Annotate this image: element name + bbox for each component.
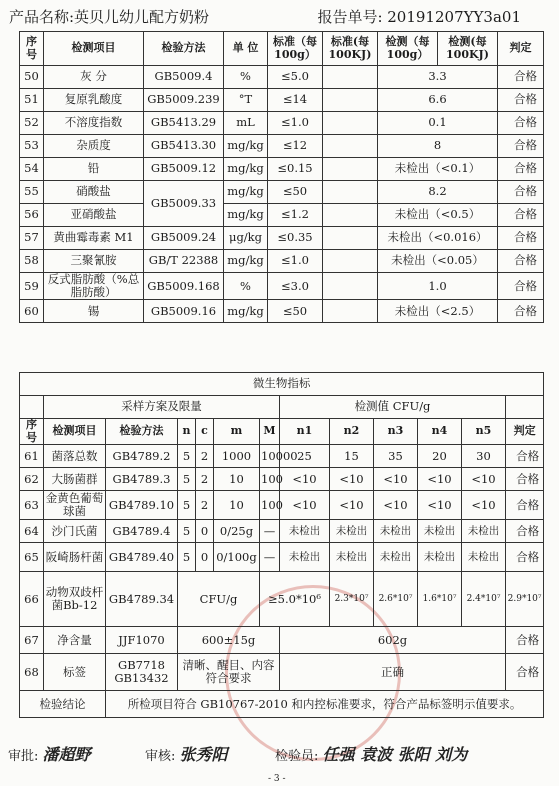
judgement: 合格 bbox=[506, 445, 544, 468]
micro-title: 微生物指标 bbox=[20, 373, 544, 396]
row-number: 57 bbox=[20, 227, 44, 250]
standard-per-100kj bbox=[323, 135, 378, 158]
col-header: n1 bbox=[280, 419, 330, 445]
unit: mg/kg bbox=[224, 181, 268, 204]
approve-label: 审批: bbox=[8, 749, 39, 764]
standard-per-100kj bbox=[323, 181, 378, 204]
test-item: 不溶度指数 bbox=[44, 112, 144, 135]
col-header: 检测（每100g） bbox=[378, 32, 438, 66]
col-header: 检测项目 bbox=[44, 32, 144, 66]
cell-item: 净含量 bbox=[44, 627, 106, 654]
row-number: 50 bbox=[20, 66, 44, 89]
judgement: 合格 bbox=[498, 250, 544, 273]
page-number: - 3 - bbox=[268, 774, 286, 784]
test-item: 硝酸盐 bbox=[44, 181, 144, 204]
cell-v1: <10 bbox=[280, 491, 330, 520]
judgement: 合格 bbox=[498, 112, 544, 135]
judgement: 合格 bbox=[498, 135, 544, 158]
judgement: 合格 bbox=[506, 654, 544, 691]
table-row bbox=[20, 627, 544, 654]
test-item: 亚硝酸盐 bbox=[44, 204, 144, 227]
table-row bbox=[20, 300, 544, 323]
table-row bbox=[20, 112, 544, 135]
cell-method: GB4789.4 bbox=[106, 520, 178, 543]
test-method: GB5009.239 bbox=[144, 89, 224, 112]
cell-c: 0 bbox=[196, 520, 214, 543]
cell-m: — bbox=[260, 520, 280, 543]
result-value: 未检出（<0.1） bbox=[378, 158, 498, 181]
standard-per-100kj bbox=[323, 158, 378, 181]
inspector-block bbox=[275, 742, 467, 765]
unit: mg/kg bbox=[224, 135, 268, 158]
test-method: GB5009.16 bbox=[144, 300, 224, 323]
cell-v1: 未检出 bbox=[280, 543, 330, 572]
unit: mg/kg bbox=[224, 250, 268, 273]
cell-n: 5 bbox=[178, 520, 196, 543]
cell-m: 100 bbox=[260, 468, 280, 491]
table-row bbox=[20, 250, 544, 273]
table-row bbox=[20, 491, 544, 520]
test-method: GB5009.12 bbox=[144, 158, 224, 181]
standard-per-100g: ≤50 bbox=[268, 300, 323, 323]
cell-v5: 未检出 bbox=[462, 520, 506, 543]
standard-per-100g: ≤1.2 bbox=[268, 204, 323, 227]
table-row bbox=[20, 572, 544, 627]
cell-method: GB7718 GB13432 bbox=[106, 654, 178, 691]
cell-value: 602g bbox=[280, 627, 506, 654]
col-header: M bbox=[260, 419, 280, 445]
col-header: c bbox=[196, 419, 214, 445]
result-value: 3.3 bbox=[378, 66, 498, 89]
cell-item: 金黄色葡萄球菌 bbox=[44, 491, 106, 520]
standard-per-100kj bbox=[323, 89, 378, 112]
col-header: 判定 bbox=[506, 419, 544, 445]
cell-no: 67 bbox=[20, 627, 44, 654]
cell-v1: 2.3*10⁷ bbox=[330, 572, 374, 627]
test-method: GB5009.168 bbox=[144, 273, 224, 300]
cell-m: — bbox=[260, 543, 280, 572]
col-header: 序号 bbox=[20, 419, 44, 445]
row-number: 59 bbox=[20, 273, 44, 300]
standard-per-100kj bbox=[323, 204, 378, 227]
conclusion-text: 所检项目符合 GB10767-2010 和内控标准要求，符合产品标签明示值要求。 bbox=[106, 691, 544, 718]
blank-cell bbox=[506, 396, 544, 419]
table-row bbox=[20, 66, 544, 89]
judgement: 合格 bbox=[506, 491, 544, 520]
col-header: 判定 bbox=[498, 32, 544, 66]
result-value: 8.2 bbox=[378, 181, 498, 204]
cell-n: 5 bbox=[178, 468, 196, 491]
cell-item: 菌落总数 bbox=[44, 445, 106, 468]
result-value: 未检出（<2.5） bbox=[378, 300, 498, 323]
cell-m: 10000 bbox=[260, 445, 280, 468]
col-header: 单 位 bbox=[224, 32, 268, 66]
result-value: 0.1 bbox=[378, 112, 498, 135]
cell-no: 66 bbox=[20, 572, 44, 627]
row-number: 58 bbox=[20, 250, 44, 273]
row-number: 60 bbox=[20, 300, 44, 323]
test-method: GB5009.24 bbox=[144, 227, 224, 250]
cell-v3: 35 bbox=[374, 445, 418, 468]
test-item: 反式脂肪酸（%总脂肪酸） bbox=[44, 273, 144, 300]
cell-v5: 30 bbox=[462, 445, 506, 468]
test-item: 黄曲霉毒素 M1 bbox=[44, 227, 144, 250]
standard-per-100g: ≤1.0 bbox=[268, 250, 323, 273]
row-number: 54 bbox=[20, 158, 44, 181]
judgement: 合格 bbox=[498, 181, 544, 204]
cell-m: 10 bbox=[214, 468, 260, 491]
col-header: 序号 bbox=[20, 32, 44, 66]
table-row bbox=[20, 135, 544, 158]
table-row bbox=[20, 520, 544, 543]
standard-per-100g: ≤50 bbox=[268, 181, 323, 204]
col-header: 标准(每100KJ) bbox=[323, 32, 378, 66]
cell-method: JJF1070 bbox=[106, 627, 178, 654]
row-number: 51 bbox=[20, 89, 44, 112]
col-header: 检测项目 bbox=[44, 419, 106, 445]
cell-v4: 2.4*10⁷ bbox=[462, 572, 506, 627]
judgement: 合格 bbox=[506, 520, 544, 543]
cell-method: GB4789.3 bbox=[106, 468, 178, 491]
col-header: n4 bbox=[418, 419, 462, 445]
test-item: 三聚氰胺 bbox=[44, 250, 144, 273]
judgement: 合格 bbox=[498, 89, 544, 112]
col-header: n5 bbox=[462, 419, 506, 445]
unit: mg/kg bbox=[224, 300, 268, 323]
table-row bbox=[20, 654, 544, 691]
cell-value: 正确 bbox=[280, 654, 506, 691]
cell-no: 62 bbox=[20, 468, 44, 491]
cell-v3: 未检出 bbox=[374, 543, 418, 572]
table-header-row bbox=[20, 32, 544, 66]
report-number: 报告单号: 20191207YY3a01 bbox=[317, 8, 521, 26]
result-value: 8 bbox=[378, 135, 498, 158]
table-row bbox=[20, 273, 544, 300]
cell-method: GB4789.2 bbox=[106, 445, 178, 468]
cell-c: 0 bbox=[196, 543, 214, 572]
cell-unit: CFU/g bbox=[178, 572, 260, 627]
col-header: 检验方法 bbox=[144, 32, 224, 66]
table-header-row bbox=[20, 419, 544, 445]
col-header: n bbox=[178, 419, 196, 445]
cell-no: 63 bbox=[20, 491, 44, 520]
standard-per-100g: ≤1.0 bbox=[268, 112, 323, 135]
test-item: 灰 分 bbox=[44, 66, 144, 89]
unit: μg/kg bbox=[224, 227, 268, 250]
approve-signature: 潘超野 bbox=[42, 745, 91, 764]
col-header: 标准（每100g） bbox=[268, 32, 323, 66]
test-method: GB5413.29 bbox=[144, 112, 224, 135]
result-value: 未检出（<0.5） bbox=[378, 204, 498, 227]
cell-item: 标签 bbox=[44, 654, 106, 691]
cell-v5: <10 bbox=[462, 491, 506, 520]
judgement: 合格 bbox=[498, 204, 544, 227]
standard-per-100g: ≤5.0 bbox=[268, 66, 323, 89]
blank-cell bbox=[20, 396, 44, 419]
cell-std: 600±15g bbox=[178, 627, 280, 654]
table-row bbox=[20, 89, 544, 112]
standard-per-100g: ≤12 bbox=[268, 135, 323, 158]
cell-v4: <10 bbox=[418, 468, 462, 491]
cell-v4: 未检出 bbox=[418, 543, 462, 572]
cell-v2: 15 bbox=[330, 445, 374, 468]
table-title-row bbox=[20, 373, 544, 396]
microbiology-table bbox=[19, 372, 544, 718]
plan-header: 采样方案及限量 bbox=[44, 396, 280, 419]
judgement: 合格 bbox=[506, 627, 544, 654]
cell-v1: 25 bbox=[280, 445, 330, 468]
row-number: 53 bbox=[20, 135, 44, 158]
standard-per-100kj bbox=[323, 112, 378, 135]
cell-v1: 未检出 bbox=[280, 520, 330, 543]
cell-m: 100 bbox=[260, 491, 280, 520]
inspector-label: 检验员: bbox=[275, 749, 319, 764]
test-method: GB5009.4 bbox=[144, 66, 224, 89]
cell-c: 2 bbox=[196, 468, 214, 491]
cell-v2: <10 bbox=[330, 468, 374, 491]
cell-v3: <10 bbox=[374, 491, 418, 520]
judgement: 合格 bbox=[498, 227, 544, 250]
cell-n: 5 bbox=[178, 445, 196, 468]
cell-no: 68 bbox=[20, 654, 44, 691]
unit: mg/kg bbox=[224, 158, 268, 181]
review-signature: 张秀阳 bbox=[179, 745, 228, 764]
table-row bbox=[20, 227, 544, 250]
standard-per-100g: ≤0.15 bbox=[268, 158, 323, 181]
judgement: 合格 bbox=[498, 158, 544, 181]
result-value: 未检出（<0.016） bbox=[378, 227, 498, 250]
cell-v4: 未检出 bbox=[418, 520, 462, 543]
unit: mL bbox=[224, 112, 268, 135]
cell-v5: <10 bbox=[462, 468, 506, 491]
review-label: 审核: bbox=[145, 749, 176, 764]
judgement: 合格 bbox=[506, 543, 544, 572]
test-method: GB5413.30 bbox=[144, 135, 224, 158]
cell-std: ≥5.0*10⁶ bbox=[260, 572, 330, 627]
cell-n: 5 bbox=[178, 491, 196, 520]
cell-c: 2 bbox=[196, 445, 214, 468]
standard-per-100g: ≤0.35 bbox=[268, 227, 323, 250]
conclusion-label: 检验结论 bbox=[20, 691, 106, 718]
cell-m: 0/100g bbox=[214, 543, 260, 572]
cell-method: GB4789.10 bbox=[106, 491, 178, 520]
standard-per-100g: ≤3.0 bbox=[268, 273, 323, 300]
judgement: 合格 bbox=[506, 468, 544, 491]
cell-std: 清晰、醒目、内容符合要求 bbox=[178, 654, 280, 691]
cell-v4: <10 bbox=[418, 491, 462, 520]
cell-item: 阪崎肠杆菌 bbox=[44, 543, 106, 572]
cell-v2: 未检出 bbox=[330, 543, 374, 572]
judgement: 合格 bbox=[498, 273, 544, 300]
cell-item: 沙门氏菌 bbox=[44, 520, 106, 543]
col-header: 检验方法 bbox=[106, 419, 178, 445]
col-header: n3 bbox=[374, 419, 418, 445]
unit: mg/kg bbox=[224, 204, 268, 227]
test-item: 铅 bbox=[44, 158, 144, 181]
cell-no: 61 bbox=[20, 445, 44, 468]
table-group-row bbox=[20, 396, 544, 419]
result-value: 1.0 bbox=[378, 273, 498, 300]
cell-no: 65 bbox=[20, 543, 44, 572]
standard-per-100kj bbox=[323, 250, 378, 273]
standard-per-100g: ≤14 bbox=[268, 89, 323, 112]
cell-item: 大肠菌群 bbox=[44, 468, 106, 491]
detect-header: 检测值 CFU/g bbox=[280, 396, 506, 419]
table-row bbox=[20, 158, 544, 181]
judgement: 合格 bbox=[498, 300, 544, 323]
col-header: m bbox=[214, 419, 260, 445]
cell-v2: <10 bbox=[330, 491, 374, 520]
standard-per-100kj bbox=[323, 273, 378, 300]
row-number: 52 bbox=[20, 112, 44, 135]
approve-block bbox=[8, 742, 91, 765]
test-item: 锡 bbox=[44, 300, 144, 323]
result-value: 6.6 bbox=[378, 89, 498, 112]
table-row bbox=[20, 204, 544, 227]
cell-v2: 未检出 bbox=[330, 520, 374, 543]
cell-m: 10 bbox=[214, 491, 260, 520]
product-name: 产品名称:英贝儿幼儿配方奶粉 bbox=[9, 8, 210, 26]
row-number: 55 bbox=[20, 181, 44, 204]
unit: % bbox=[224, 273, 268, 300]
row-number: 56 bbox=[20, 204, 44, 227]
cell-v3: <10 bbox=[374, 468, 418, 491]
cell-method: GB4789.40 bbox=[106, 543, 178, 572]
table-row bbox=[20, 468, 544, 491]
standard-per-100kj bbox=[323, 300, 378, 323]
cell-c: 2 bbox=[196, 491, 214, 520]
cell-v3: 1.6*10⁷ bbox=[418, 572, 462, 627]
cell-m: 1000 bbox=[214, 445, 260, 468]
cell-v1: <10 bbox=[280, 468, 330, 491]
cell-item: 动物双歧杆菌Bb-12 bbox=[44, 572, 106, 627]
col-header: 检测(每100KJ) bbox=[438, 32, 498, 66]
unit: % bbox=[224, 66, 268, 89]
review-block bbox=[145, 742, 228, 765]
test-item: 复原乳酸度 bbox=[44, 89, 144, 112]
conclusion-row bbox=[20, 691, 544, 718]
col-header: n2 bbox=[330, 419, 374, 445]
unit: °T bbox=[224, 89, 268, 112]
cell-no: 64 bbox=[20, 520, 44, 543]
result-value: 未检出（<0.05） bbox=[378, 250, 498, 273]
cell-method: GB4789.34 bbox=[106, 572, 178, 627]
test-method: GB/T 22388 bbox=[144, 250, 224, 273]
cell-n: 5 bbox=[178, 543, 196, 572]
chemical-test-table bbox=[19, 31, 544, 323]
table-row bbox=[20, 181, 544, 204]
cell-v4: 20 bbox=[418, 445, 462, 468]
judgement: 合格 bbox=[498, 66, 544, 89]
cell-v5: 2.9*10⁷ bbox=[506, 572, 544, 627]
standard-per-100kj bbox=[323, 227, 378, 250]
test-item: 杂质度 bbox=[44, 135, 144, 158]
cell-v2: 2.6*10⁷ bbox=[374, 572, 418, 627]
test-method: GB5009.33 bbox=[144, 181, 224, 227]
cell-m: 0/25g bbox=[214, 520, 260, 543]
standard-per-100kj bbox=[323, 66, 378, 89]
inspector-signatures: 任强 袁波 张阳 刘为 bbox=[322, 745, 468, 764]
cell-v3: 未检出 bbox=[374, 520, 418, 543]
table-row bbox=[20, 543, 544, 572]
cell-v5: 未检出 bbox=[462, 543, 506, 572]
table-row bbox=[20, 445, 544, 468]
